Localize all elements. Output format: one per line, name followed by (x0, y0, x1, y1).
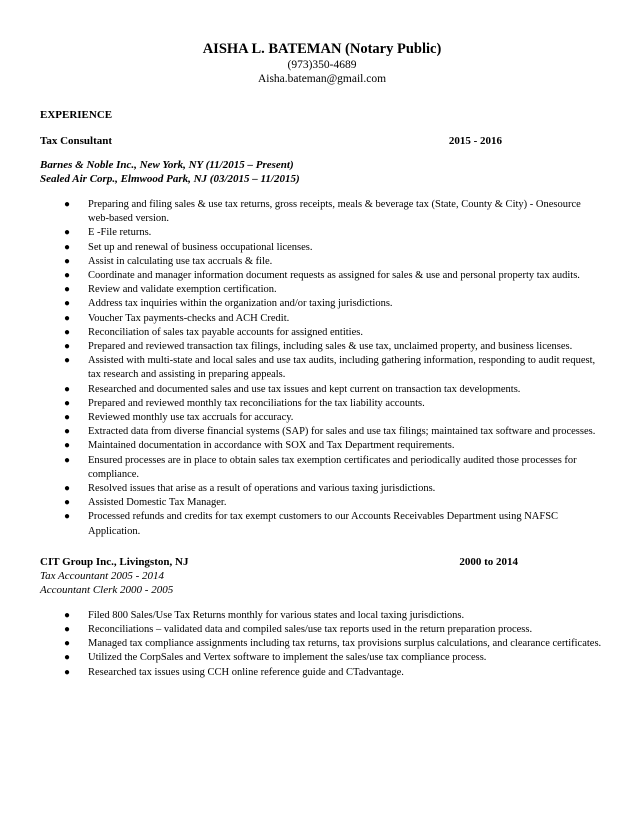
bullet-dot-icon: ● (64, 609, 71, 621)
bullet-dot-icon: ● (64, 270, 71, 282)
bullet-text: Managed tax compliance assignments including tax returns, tax provisions surplus calculations, and clearance certificates. (88, 638, 602, 650)
bullet-item (64, 326, 604, 340)
bullet-text: Extracted data from diverse financial systems (SAP) for sales and use tax filings; maintained tax software and processes. (88, 426, 596, 438)
bullet-text: Address tax inquiries within the organization and/or taxing jurisdictions. (88, 298, 393, 310)
bullet-dot-icon: ● (64, 511, 71, 523)
candidate-name: AISHA L. BATEMAN (Notary Public) (202, 41, 442, 57)
job1-company-2: Sealed Air Corp., Elmwood Park, NJ (03/2015 – 11/2015) (40, 173, 300, 185)
bullet-dot-icon: ● (64, 241, 71, 253)
bullet-text: Assist in calculating use tax accruals & file. (88, 255, 273, 267)
bullet-text: Assisted Domestic Tax Manager. (88, 497, 227, 509)
job2-titles (40, 569, 604, 597)
job2-bullet-list (40, 609, 604, 680)
bullet-text: Reviewed monthly use tax accruals for accuracy. (88, 412, 294, 424)
bullet-dot-icon: ● (64, 412, 71, 424)
job2-title-2: Accountant Clerk 2000 - 2005 (40, 583, 174, 596)
bullet-dot-icon: ● (64, 624, 71, 636)
job1-companies (40, 158, 604, 186)
bullet-text: Prepared and reviewed monthly tax reconciliations for the tax liability accounts. (88, 397, 425, 409)
bullet-dot-icon: ● (64, 666, 71, 678)
bullet-item (64, 651, 604, 665)
bullet-item (64, 198, 604, 226)
job1-role-line (40, 134, 502, 148)
bullet-text: Ensured processes are in place to obtain sales tax exemption certificates and periodically audited those processes for compliance. (88, 454, 577, 480)
job1-role: Tax Consultant (40, 135, 113, 147)
bullet-item (64, 340, 604, 354)
bullet-text: Coordinate and manager information document requests as assigned for sales & use and personal property tax audits. (88, 270, 580, 282)
bullet-item (64, 255, 604, 269)
bullet-item (64, 482, 604, 496)
job1-bullet-list (40, 198, 604, 539)
bullet-item (64, 637, 604, 651)
bullet-item (64, 354, 604, 382)
bullet-item (64, 496, 604, 510)
bullet-text: Researched and documented sales and use tax issues and kept current on transaction tax developments. (88, 383, 521, 395)
bullet-text: Processed refunds and credits for tax exempt customers to our Accounts Receivables Department using NAFSC Application. (88, 511, 559, 537)
bullet-text: Researched tax issues using CCH online reference guide and CTadvantage. (88, 666, 404, 678)
job1-company-1: Barnes & Noble Inc., New York, NY (11/2015 – Present) (40, 159, 294, 171)
bullet-item (64, 312, 604, 326)
bullet-dot-icon: ● (64, 383, 71, 395)
bullet-text: Reconciliations – validated data and compiled sales/use tax reports used in the return preparation process. (88, 624, 533, 636)
bullet-text: Filed 800 Sales/Use Tax Returns monthly for various states and local taxing jurisdictions. (88, 609, 465, 621)
email-address: Aisha.bateman@gmail.com (257, 73, 387, 85)
bullet-item (64, 297, 604, 311)
bullet-dot-icon: ● (64, 341, 71, 353)
bullet-dot-icon: ● (64, 652, 71, 664)
bullet-dot-icon: ● (64, 199, 71, 210)
phone-number: (973)350-4689 (287, 59, 357, 71)
bullet-dot-icon: ● (64, 483, 71, 495)
bullet-dot-icon: ● (64, 255, 71, 267)
bullet-text: E -File returns. (88, 227, 152, 239)
bullet-item (64, 454, 604, 482)
bullet-item (64, 383, 604, 397)
resume-header (40, 40, 604, 86)
bullet-dot-icon: ● (64, 312, 71, 324)
bullet-item (64, 510, 604, 538)
bullet-item (64, 397, 604, 411)
bullet-item (64, 666, 604, 680)
bullet-dot-icon: ● (64, 426, 71, 438)
bullet-dot-icon: ● (64, 497, 71, 509)
bullet-text: Reconciliation of sales tax payable accounts for assigned entities. (88, 326, 363, 338)
experience-heading: EXPERIENCE (40, 109, 113, 121)
bullet-item (64, 241, 604, 255)
bullet-dot-icon: ● (64, 355, 71, 367)
job2-company: CIT Group Inc., Livingston, NJ (40, 555, 189, 568)
bullet-dot-icon: ● (64, 454, 71, 466)
bullet-dot-icon: ● (64, 284, 71, 296)
bullet-text: Review and validate exemption certification. (88, 284, 277, 296)
resume-page (40, 40, 604, 680)
bullet-text: Preparing and filing sales & use tax returns, gross receipts, meals & beverage tax (State, County & City) - Onesource web-based version. (88, 199, 581, 225)
bullet-dot-icon: ● (64, 227, 71, 239)
bullet-text: Prepared and reviewed transaction tax filings, including sales & use tax, unclaimed property, and business licenses. (88, 341, 573, 353)
bullet-item (64, 283, 604, 297)
bullet-item (64, 623, 604, 637)
bullet-dot-icon: ● (64, 298, 71, 310)
bullet-item (64, 226, 604, 240)
bullet-item (64, 609, 604, 623)
job2-years: 2000 to 2014 (459, 555, 518, 568)
bullet-item (64, 439, 604, 453)
job2-title-1: Tax Accountant 2005 - 2014 (40, 569, 165, 582)
bullet-text: Utilized the CorpSales and Vertex software to implement the sales/use tax compliance process. (88, 652, 487, 664)
job1-years: 2015 - 2016 (448, 135, 502, 147)
job2-role-line (40, 555, 518, 569)
bullet-text: Resolved issues that arise as a result of operations and various taxing jurisdictions. (88, 483, 436, 495)
bullet-item (64, 411, 604, 425)
bullet-dot-icon: ● (64, 638, 71, 650)
bullet-text: Voucher Tax payments-checks and ACH Credit. (88, 312, 290, 324)
bullet-text: Set up and renewal of business occupational licenses. (88, 241, 313, 253)
bullet-item (64, 425, 604, 439)
bullet-text: Maintained documentation in accordance with SOX and Tax Department requirements. (88, 440, 455, 452)
bullet-dot-icon: ● (64, 326, 71, 338)
bullet-dot-icon: ● (64, 397, 71, 409)
bullet-item (64, 269, 604, 283)
bullet-text: Assisted with multi-state and local sales and use tax audits, including gathering information, responding to audit request, tax research and assisting in preparing appeals. (88, 355, 596, 381)
bullet-dot-icon: ● (64, 440, 71, 452)
